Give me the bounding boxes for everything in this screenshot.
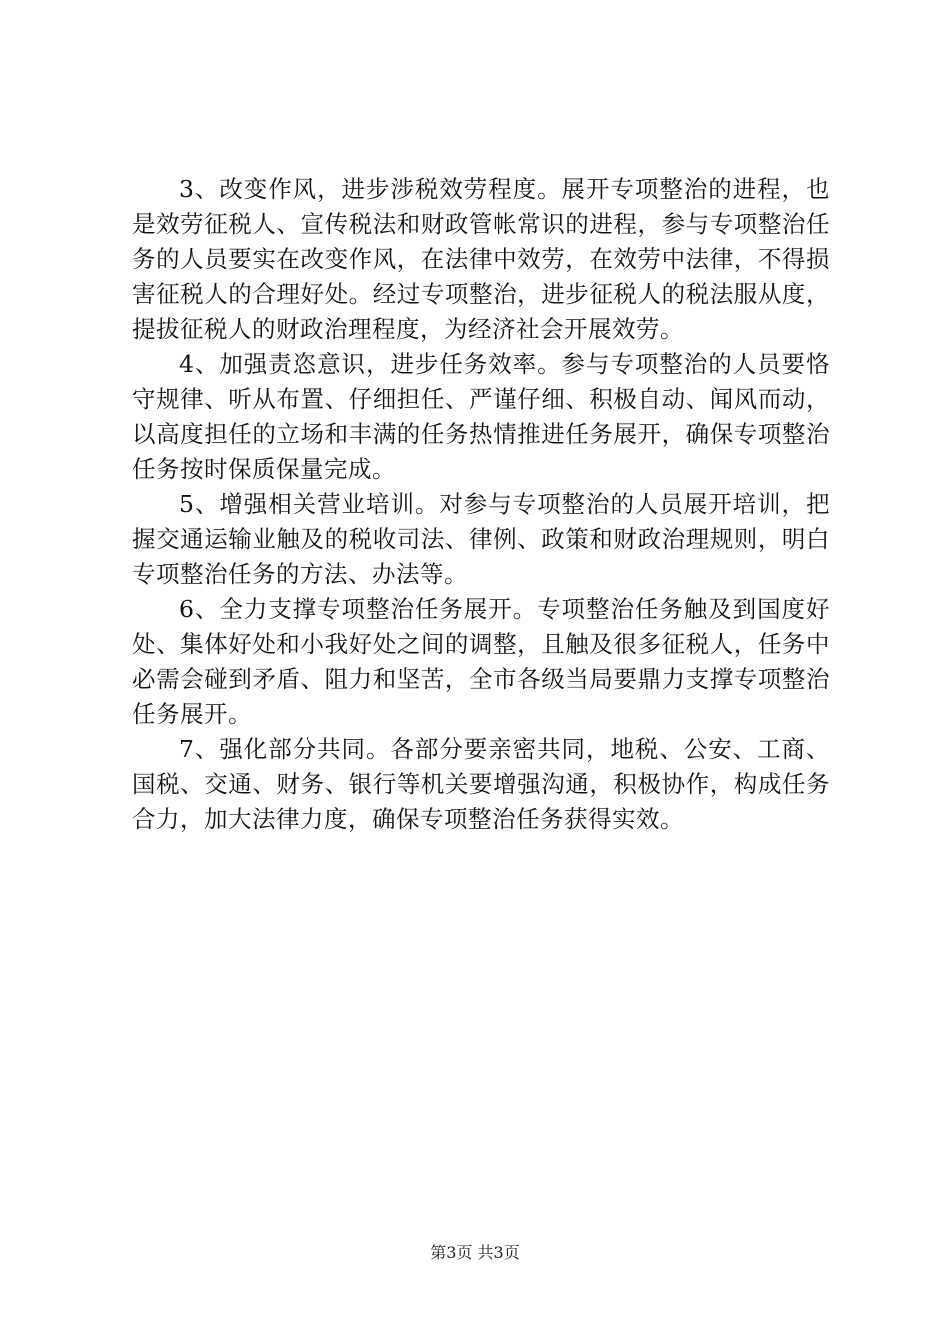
paragraph-6: 6、全力支撑专项整治任务展开。专项整治任务触及到国度好处、集体好处和小我好处之间的调整，且触及很多征税人，任务中必需会碰到矛盾、阻力和坚苦，全市各级当局要鼎力支撑专项整治任务展开。 — [132, 595, 830, 728]
paragraph-5: 5、增强相关营业培训。对参与专项整治的人员展开培训，把握交通运输业触及的税收司法、律例、政策和财政治理规则，明白专项整治任务的方法、办法等。 — [132, 490, 830, 588]
document-body — [132, 172, 830, 837]
paragraph-3: 3、改变作风，进步涉税效劳程度。展开专项整治的进程，也是效劳征税人、宣传税法和财政管帐常识的进程，参与专项整治任务的人员要实在改变作风，在法律中效劳，在效劳中法律，不得损害征税人的合理好处。经过专项整治，进步征税人的税法服从度，提拔征税人的财政治理程度，为经济社会开展效劳。 — [132, 175, 830, 343]
paragraph-4: 4、加强责恣意识，进步任务效率。参与专项整治的人员要恪守规律、听从布置、仔细担任、严谨仔细、积极自动、闻风而动，以高度担任的立场和丰满的任务热情推进任务展开，确保专项整治任务按时保质保量完成。 — [132, 350, 830, 483]
page-number-footer: 第3页 共3页 — [430, 1243, 520, 1262]
paragraph-7: 7、强化部分共同。各部分要亲密共同，地税、公安、工商、国税、交通、财务、银行等机关要增强沟通，积极协作，构成任务合力，加大法律力度，确保专项整治任务获得实效。 — [132, 735, 830, 833]
